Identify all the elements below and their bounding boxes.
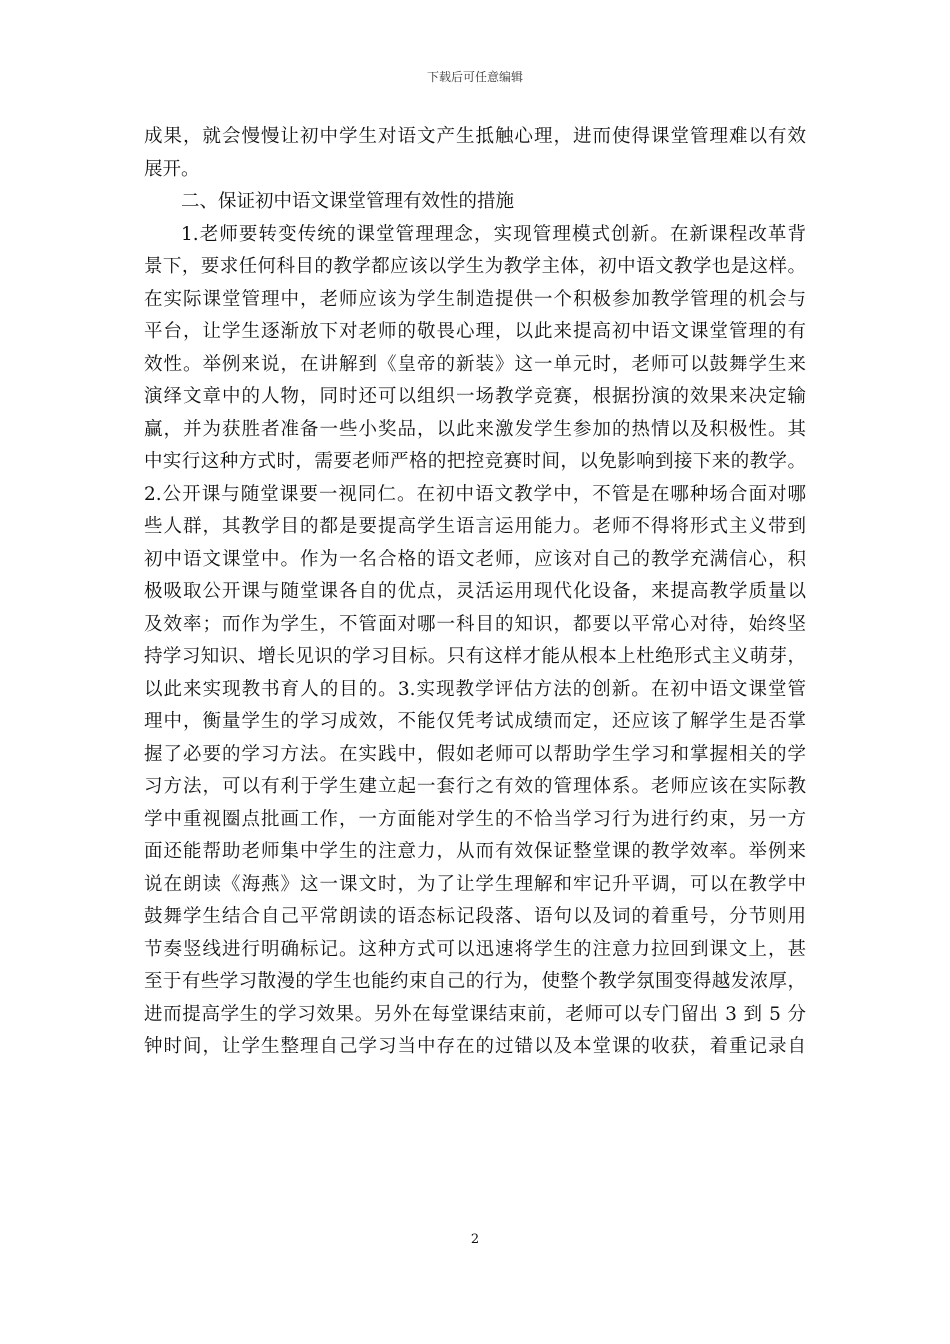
text-line: 极吸取公开课与随堂课各自的优点，灵活运用现代化设备，来提高教学质量以 bbox=[144, 581, 806, 602]
text-line: 初中语文课堂中。作为一名合格的语文老师，应该对自己的教学充满信心，积 bbox=[144, 548, 806, 570]
text-line: 景下，要求任何科目的教学都应该以学生为教学主体，初中语文教学也是这样。 bbox=[144, 256, 806, 277]
text-line: 中实行这种方式时，需要老师严格的把控竞赛时间，以免影响到接下来的教学。 bbox=[144, 451, 806, 472]
text-line: 面还能帮助老师集中学生的注意力，从而有效保证整堂课的教学效率。举例来 bbox=[144, 841, 806, 862]
section-heading: 二、保证初中语文课堂管理有效性的措施 bbox=[181, 191, 515, 212]
text-line: 钟时间，让学生整理自己学习当中存在的过错以及本堂课的收获，着重记录自 bbox=[144, 1036, 806, 1057]
text-line: 演绎文章中的人物，同时还可以组织一场教学竞赛，根据扮演的效果来决定输 bbox=[144, 386, 806, 407]
text-line: 持学习知识、增长见识的学习目标。只有这样才能从根本上杜绝形式主义萌芽， bbox=[144, 646, 806, 667]
text-line: 在实际课堂管理中，老师应该为学生制造提供一个积极参加教学管理的机会与 bbox=[144, 288, 806, 310]
page-header: 下载后可任意编辑 bbox=[426, 70, 523, 84]
text-line: 鼓舞学生结合自己平常朗读的语态标记段落、语句以及词的着重号，分节则用 bbox=[144, 906, 806, 927]
text-line: 1.老师要转变传统的课堂管理理念，实现管理模式创新。在新课程改革背 bbox=[181, 223, 806, 245]
page-number: 2 bbox=[470, 1232, 480, 1247]
text-line: 平台，让学生逐渐放下对老师的敬畏心理，以此来提高初中语文课堂管理的有 bbox=[144, 321, 806, 342]
text-line: 以此来实现教书育人的目的。3.实现教学评估方法的创新。在初中语文课堂管 bbox=[144, 678, 806, 700]
text-line: 握了必要的学习方法。在实践中，假如老师可以帮助学生学习和掌握相关的学 bbox=[144, 743, 806, 765]
document-body bbox=[144, 121, 806, 1064]
text-line: 说在朗读《海燕》这一课文时，为了让学生理解和牢记升平调，可以在教学中 bbox=[144, 873, 806, 895]
text-line: 节奏竖线进行明确标记。这种方式可以迅速将学生的注意力拉回到课文上，甚 bbox=[144, 938, 806, 960]
text-line: 及效率；而作为学生，不管面对哪一科目的知识，都要以平常心对待，始终坚 bbox=[144, 613, 806, 635]
text-line: 至于有些学习散漫的学生也能约束自己的行为，使整个教学氛围变得越发浓厚， bbox=[144, 971, 806, 992]
text-line: 赢，并为获胜者准备一些小奖品，以此来激发学生参加的热情以及积极性。其 bbox=[144, 418, 806, 440]
text-line: 学中重视圈点批画工作，一方面能对学生的不恰当学习行为进行约束，另一方 bbox=[144, 808, 806, 830]
text-line: 2.公开课与随堂课要一视同仁。在初中语文教学中，不管是在哪种场合面对哪 bbox=[144, 483, 806, 505]
text-line: 成果，就会慢慢让初中学生对语文产生抵触心理，进而使得课堂管理难以有效 bbox=[144, 126, 806, 147]
text-line: 些人群，其教学目的都是要提高学生语言运用能力。老师不得将形式主义带到 bbox=[144, 516, 806, 537]
text-line: 理中，衡量学生的学习成效，不能仅凭考试成绩而定，还应该了解学生是否掌 bbox=[144, 711, 806, 732]
text-line: 进而提高学生的学习效果。另外在每堂课结束前，老师可以专门留出 3 到 5 分 bbox=[144, 1003, 806, 1025]
text-line: 展开。 bbox=[144, 158, 200, 180]
text-line: 效性。举例来说，在讲解到《皇帝的新装》这一单元时，老师可以鼓舞学生来 bbox=[144, 353, 806, 375]
text-line: 习方法，可以有利于学生建立起一套行之有效的管理体系。老师应该在实际教 bbox=[144, 776, 806, 797]
